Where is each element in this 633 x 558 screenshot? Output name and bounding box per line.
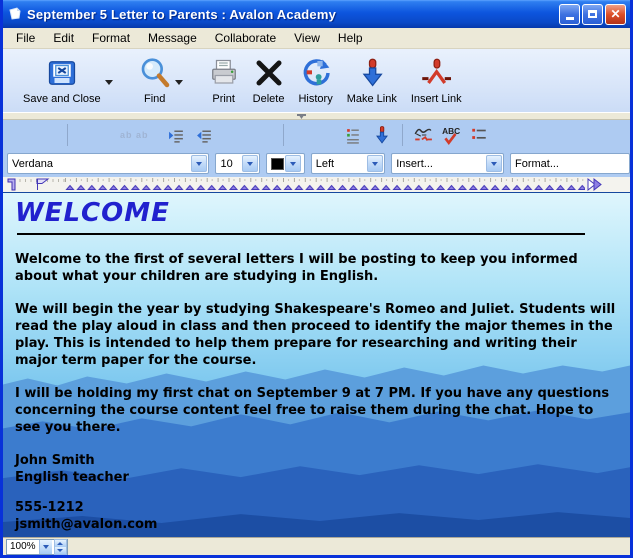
insert-link-button[interactable] <box>407 52 466 106</box>
separator <box>402 124 403 146</box>
insert-select[interactable] <box>391 153 504 174</box>
insert-value: Insert... <box>396 157 433 170</box>
color-swatch <box>271 158 284 170</box>
alignment-value: Left <box>315 157 335 170</box>
print-icon <box>209 53 239 93</box>
minimize-button[interactable] <box>559 4 580 25</box>
title-bar[interactable] <box>0 0 633 28</box>
find-button[interactable] <box>135 52 175 106</box>
chevron-down-icon[interactable] <box>39 540 52 554</box>
letter-paragraph: We will begin the year by studying Shakespeare's Romeo and Juliet. Students will read the play aloud in class and then proceed to identify the major themes in the play. This is intended to help them prepare for researching and writing their major term paper for the course. <box>15 302 616 368</box>
toolbar-button-label: Find <box>143 93 166 105</box>
signature-icon[interactable] <box>412 124 434 146</box>
chevron-down-icon[interactable] <box>191 155 207 172</box>
menu-message[interactable]: Message <box>148 31 197 45</box>
spellcheck-icon[interactable] <box>440 124 462 146</box>
save-and-close-button[interactable] <box>19 52 105 106</box>
text-style-disabled-icon: ab ab <box>120 130 149 140</box>
outdent-icon[interactable] <box>194 124 216 146</box>
toolbar-button-label: Insert Link <box>410 93 462 105</box>
signature-role: English teacher <box>15 470 129 485</box>
permanent-pen-icon[interactable] <box>371 124 393 146</box>
toolbar-button-label: Print <box>212 93 235 105</box>
find-dropdown-caret[interactable] <box>175 80 183 85</box>
window-title: September 5 Letter to Parents : Avalon Academy <box>27 6 337 22</box>
format-select[interactable] <box>510 153 630 174</box>
paragraph-properties-icon[interactable] <box>343 124 365 146</box>
chevron-down-icon[interactable] <box>242 155 258 172</box>
find-icon <box>139 53 171 93</box>
list-properties-icon[interactable] <box>468 124 490 146</box>
zoom-spinner[interactable] <box>54 539 67 555</box>
font-family-select[interactable] <box>7 153 209 174</box>
text-properties-toolbar <box>3 150 630 177</box>
chevron-down-icon[interactable] <box>486 155 502 172</box>
menu-edit[interactable]: Edit <box>53 31 75 45</box>
zoom-value: 100% <box>10 541 36 552</box>
document-body[interactable] <box>3 192 630 537</box>
letter-paragraph: I will be holding my first chat on September 9 at 7 PM. If you have any questions concerning the course content feel free to raise them during the chat. Hope to see you there. <box>15 386 610 435</box>
menu-bar <box>3 28 630 49</box>
status-bar <box>3 537 630 555</box>
menu-help[interactable]: Help <box>337 31 363 45</box>
svg-text:ABC: ABC <box>441 125 460 136</box>
font-size-value: 10 <box>220 157 233 170</box>
toolbar-button-label: History <box>298 93 333 105</box>
save-dropdown-caret[interactable] <box>105 80 113 85</box>
font-color-select[interactable] <box>266 153 304 174</box>
font-size-select[interactable] <box>215 153 260 174</box>
main-toolbar <box>3 49 630 112</box>
signature-name: John Smith <box>15 453 95 468</box>
menu-collaborate[interactable]: Collaborate <box>214 31 277 45</box>
toolbar-button-label: Delete <box>252 93 285 105</box>
maximize-button[interactable] <box>582 4 603 25</box>
print-button[interactable] <box>205 52 243 106</box>
letter-heading: WELCOME <box>15 198 170 228</box>
zoom-control[interactable] <box>6 539 68 555</box>
document-icon[interactable] <box>7 6 23 22</box>
menu-view[interactable]: View <box>294 31 320 45</box>
menu-file[interactable]: File <box>16 31 36 45</box>
format-toolbar <box>3 120 630 150</box>
font-family-value: Verdana <box>12 157 53 170</box>
make-link-icon <box>357 53 387 93</box>
letter-paragraph: Welcome to the first of several letters I will be posting to keep you informed about what your children are studying in English. <box>15 252 578 284</box>
separator <box>67 124 68 146</box>
make-link-button[interactable] <box>343 52 401 106</box>
chevron-down-icon[interactable] <box>367 155 383 172</box>
toolbar-drag-strip[interactable] <box>3 112 630 120</box>
history-button[interactable] <box>294 52 336 106</box>
delete-icon <box>254 53 284 93</box>
contact-email: jsmith@avalon.com <box>15 517 158 532</box>
collapse-handle-icon[interactable] <box>297 114 306 119</box>
heading-rule <box>17 233 585 235</box>
history-icon <box>300 53 332 93</box>
indent-icon[interactable] <box>166 124 188 146</box>
close-button[interactable]: ✕ <box>605 4 626 25</box>
toolbar-button-label: Make Link <box>346 93 397 105</box>
format-value: Format... <box>514 157 559 170</box>
save-icon <box>47 53 77 93</box>
spinner-down-icon[interactable] <box>55 547 66 554</box>
ruler[interactable] <box>3 177 630 192</box>
delete-button[interactable] <box>249 52 289 106</box>
chevron-down-icon[interactable] <box>285 155 301 172</box>
menu-format[interactable]: Format <box>92 31 131 45</box>
separator <box>283 124 284 146</box>
insert-link-icon <box>421 53 451 93</box>
spinner-up-icon[interactable] <box>55 540 66 547</box>
alignment-select[interactable] <box>311 153 386 174</box>
contact-phone: 555-1212 <box>15 500 84 515</box>
letter-content[interactable] <box>3 193 630 533</box>
toolbar-button-label: Save and Close <box>23 93 101 105</box>
